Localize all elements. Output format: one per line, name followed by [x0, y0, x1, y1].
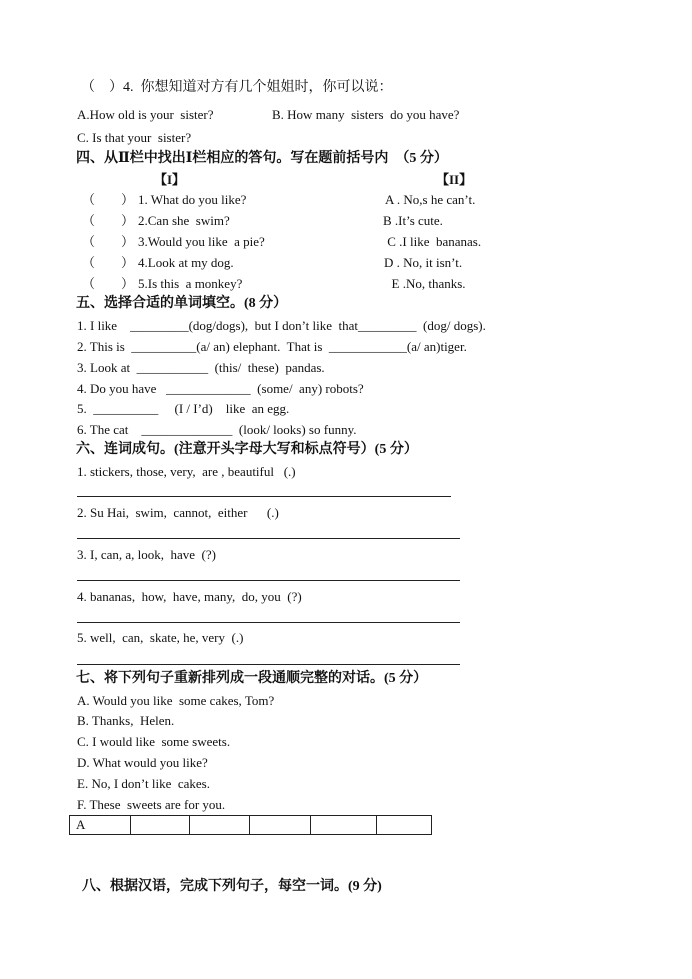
- order-answer-table: [69, 815, 432, 835]
- order-cell[interactable]: [311, 816, 377, 835]
- answer-line[interactable]: [77, 664, 460, 665]
- matching-answer: C .I like bananas.: [384, 234, 482, 249]
- question-4-prompt: （ ）4. 你想知道对方有几个姐姐时，你可以说：: [81, 80, 393, 95]
- matching-question: 1. What do you like?: [138, 192, 247, 207]
- scrambled-sentence: 3. I, can, a, look, have (?): [77, 547, 216, 562]
- option-c: C. Is that your sister?: [77, 130, 192, 145]
- dialogue-line: E. No, I don’t like cakes.: [77, 776, 210, 791]
- dialogue-line: C. I would like some sweets.: [77, 734, 231, 749]
- option-a: A.How old is your sister?: [77, 107, 214, 122]
- answer-bracket[interactable]: （ ）: [82, 276, 135, 291]
- fill-blank-line: 6. The cat ______________ (look/ looks) so funny.: [77, 422, 357, 437]
- answer-line[interactable]: [77, 622, 460, 623]
- matching-question: 3.Would you like a pie?: [138, 234, 265, 249]
- answer-line[interactable]: [77, 496, 451, 497]
- answer-line[interactable]: [77, 538, 460, 539]
- matching-question: 2.Can she swim?: [138, 213, 230, 228]
- matching-answer: A . No,s he can’t.: [385, 192, 476, 207]
- section-6-heading: 六、连词成句。(注意开头字母大写和标点符号）(5 分）: [76, 442, 418, 457]
- option-b: B. How many sisters do you have?: [272, 107, 460, 122]
- dialogue-line: F. These sweets are for you.: [77, 797, 226, 812]
- fill-blank-line: 2. This is __________(a/ an) elephant. That is ____________(a/ an)tiger.: [77, 339, 467, 354]
- section-4-heading: 四、从Ⅱ栏中找出Ⅰ栏相应的答句。写在题前括号内 （5 分）: [76, 151, 448, 166]
- section-5-heading: 五、选择合适的单词填空。(8 分）: [76, 296, 288, 311]
- order-cell[interactable]: [190, 816, 250, 835]
- fill-blank-line: 1. I like _________(dog/dogs), but I don’t like that_________ (dog/ dogs).: [77, 318, 486, 333]
- answer-bracket[interactable]: （ ）: [82, 213, 135, 228]
- fill-blank-line: 4. Do you have _____________ (some/ any) robots?: [77, 381, 364, 396]
- order-cell[interactable]: [131, 816, 190, 835]
- fill-blank-line: 3. Look at ___________ (this/ these) pandas.: [77, 360, 325, 375]
- answer-bracket[interactable]: （ ）: [82, 192, 135, 207]
- order-cell[interactable]: [250, 816, 311, 835]
- matching-answer: B .It’s cute.: [383, 213, 443, 228]
- order-cell[interactable]: [377, 816, 432, 835]
- column-2-label: 【II】: [436, 172, 473, 187]
- section-7-heading: 七、将下列句子重新排列成一段通顺完整的对话。(5 分）: [76, 671, 428, 686]
- answer-bracket[interactable]: （ ）: [82, 234, 135, 249]
- section-8-heading: 八、根据汉语，完成下列句子，每空一词。(9 分): [82, 879, 382, 894]
- scrambled-sentence: 1. stickers, those, very, are , beautiful (.): [77, 464, 296, 479]
- scrambled-sentence: 2. Su Hai, swim, cannot, either (.): [77, 505, 279, 520]
- answer-bracket[interactable]: （ ）: [82, 255, 135, 270]
- column-1-label: 【I】: [154, 172, 186, 187]
- scrambled-sentence: 5. well, can, skate, he, very (.): [77, 630, 244, 645]
- matching-answer: E .No, thanks.: [385, 276, 466, 291]
- matching-question: 4.Look at my dog.: [138, 255, 234, 270]
- matching-answer: D . No, it isn’t.: [384, 255, 463, 270]
- fill-blank-line: 5. __________ (I / I’d) like an egg.: [77, 401, 290, 416]
- answer-line[interactable]: [77, 580, 460, 581]
- dialogue-line: A. Would you like some cakes, Tom?: [77, 693, 275, 708]
- matching-question: 5.Is this a monkey?: [138, 276, 243, 291]
- dialogue-line: B. Thanks, Helen.: [77, 713, 175, 728]
- dialogue-line: D. What would you like?: [77, 755, 208, 770]
- scrambled-sentence: 4. bananas, how, have, many, do, you (?): [77, 589, 302, 604]
- order-cell[interactable]: A: [70, 816, 131, 835]
